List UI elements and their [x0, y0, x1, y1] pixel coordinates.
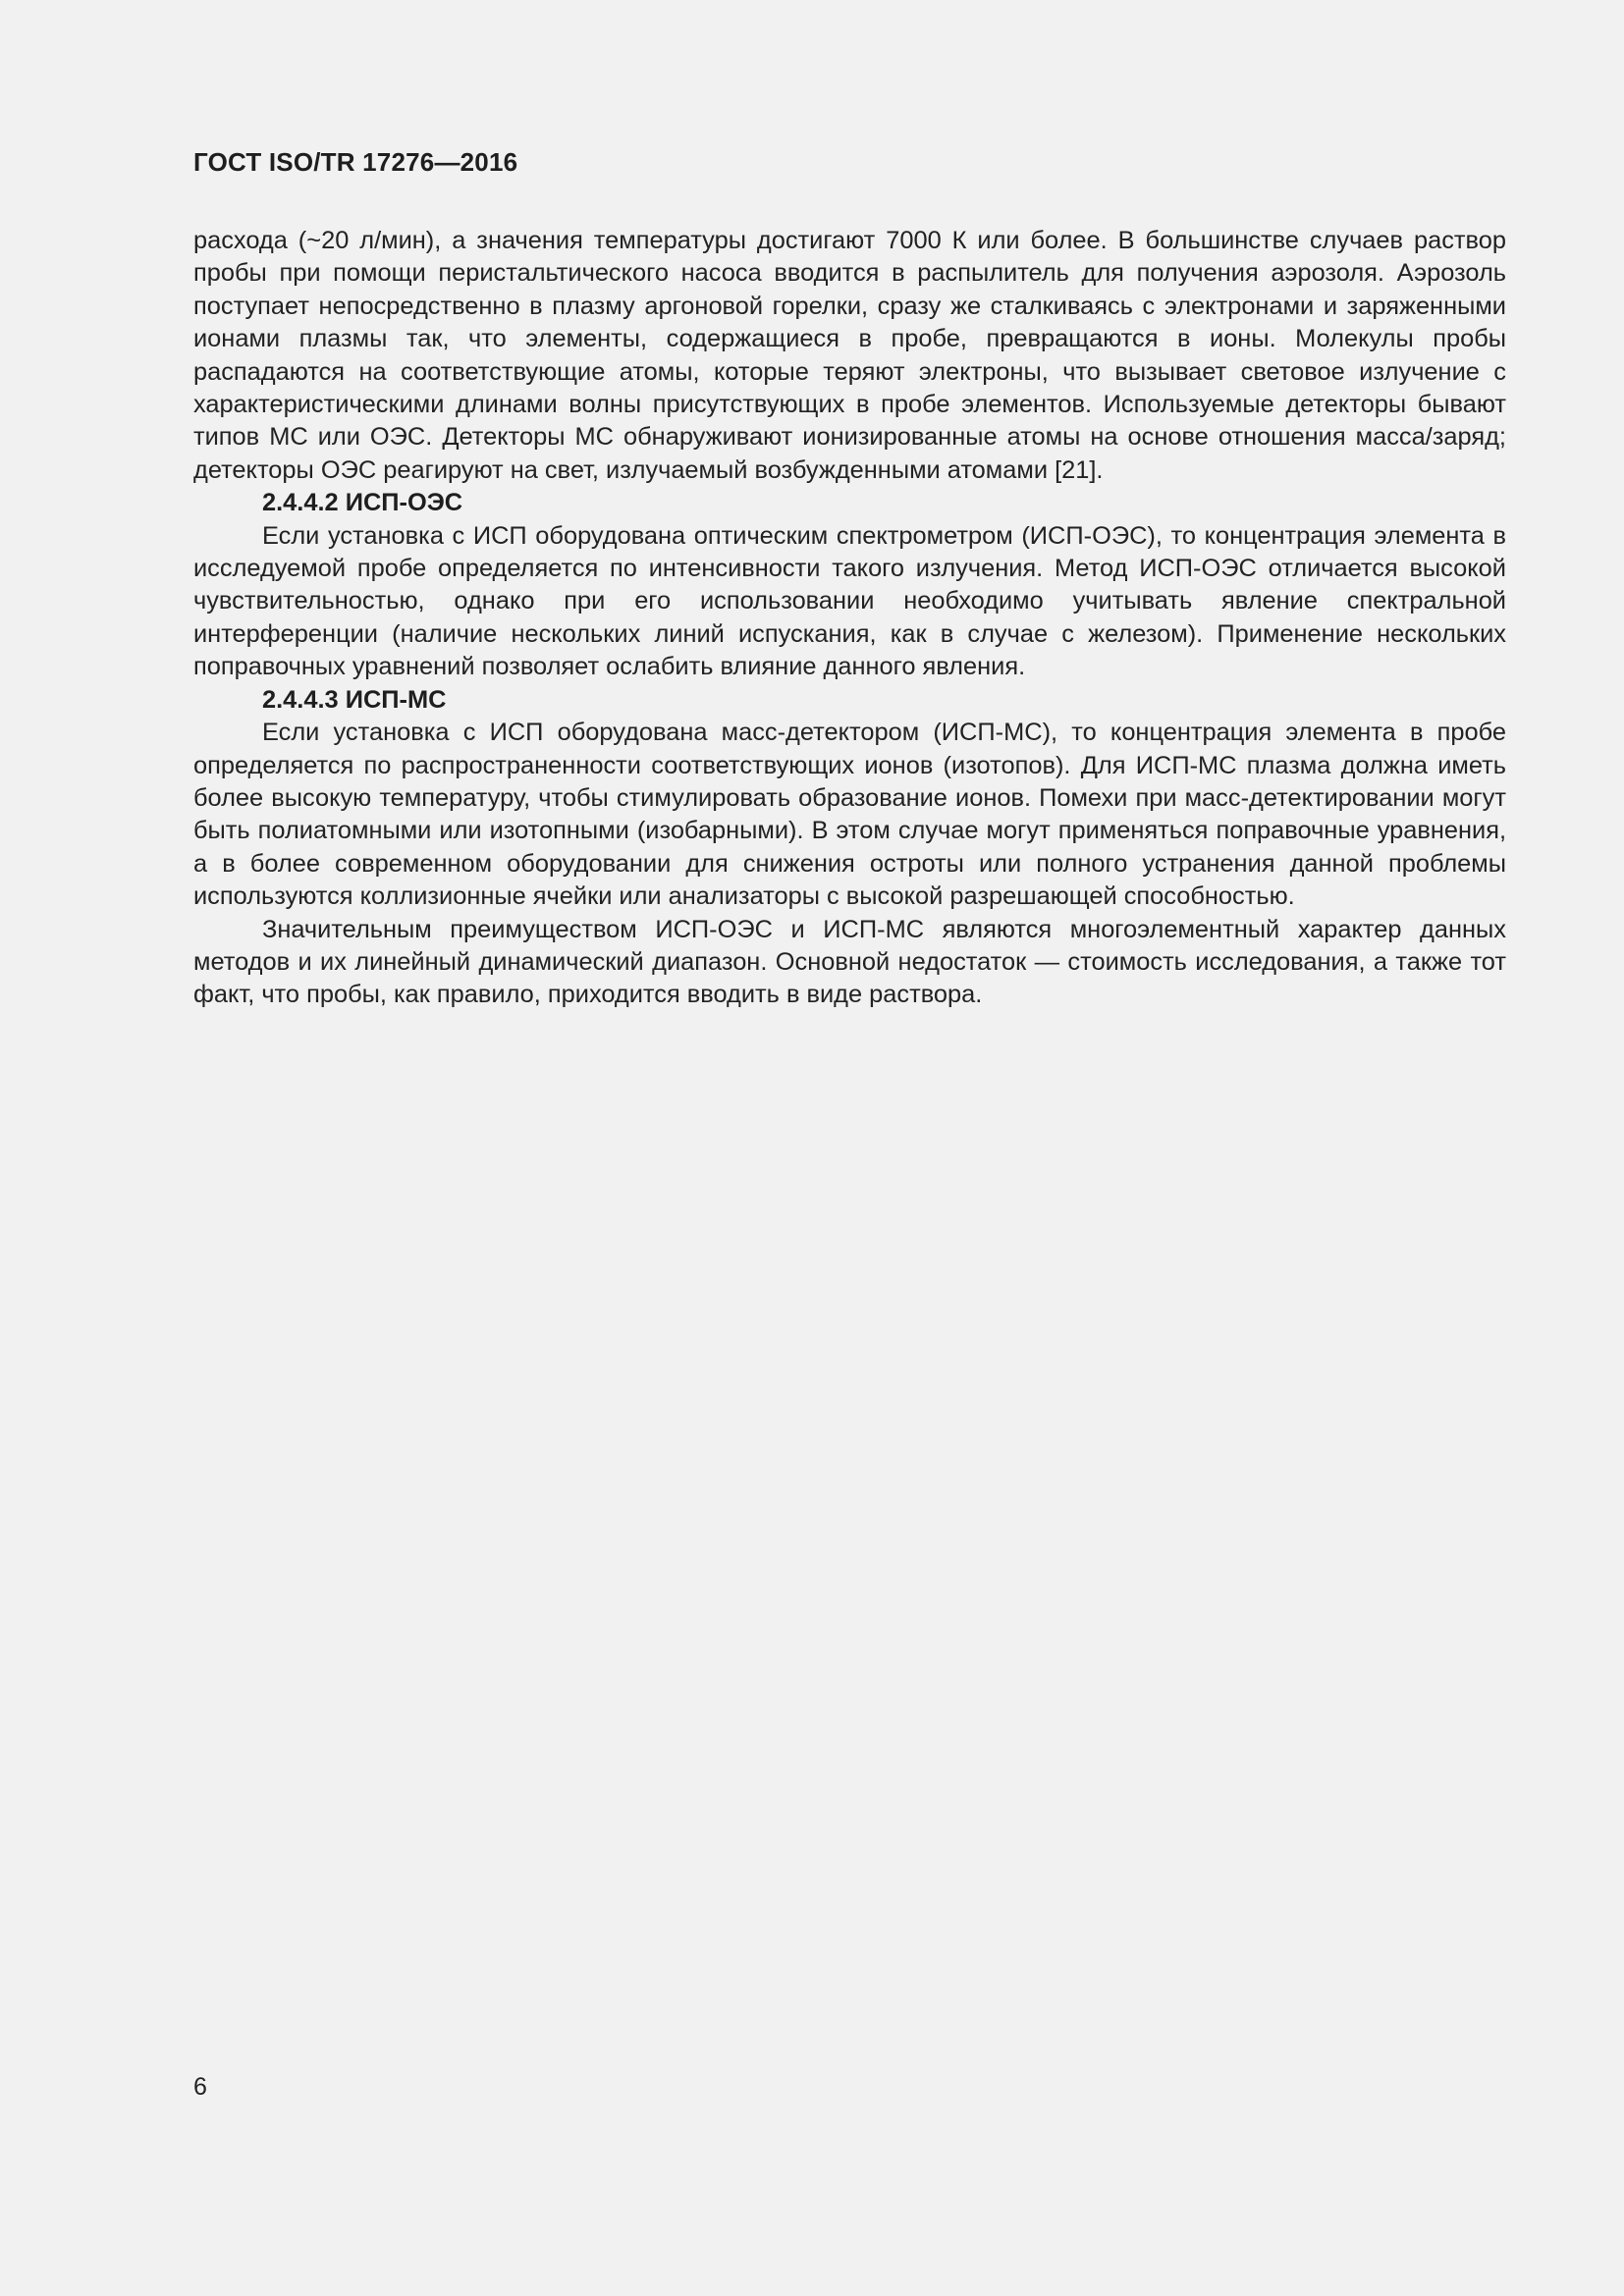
section-heading-2442: 2.4.4.2 ИСП-ОЭС	[262, 489, 463, 517]
paragraph-continuation: расхода (~20 л/мин), а значения температуры достигают 7000 К или более. В большинстве случаев раствор пробы при помощи перистальтического насоса вводится в распылитель для получения аэрозоля. Аэрозоль поступает непосредственно в плазму аргоновой горелки, сразу же сталкиваясь с электронами и заряженными ионами плазмы так, что элементы, содержащиеся в пробе, превращаются в ионы. Молекулы пробы распадаются на соответствующие атомы, которые теряют электроны, что вызывает световое излучение с характеристическими длинами волны присутствующих в пробе элементов. Используемые детекторы бывают типов МС или ОЭС. Детекторы МС обнаруживают ионизированные атомы на основе отношения масса/заряд; детекторы ОЭС реагируют на свет, излучаемый возбужденными атомами [21].	[193, 227, 1506, 484]
document-header: ГОСТ ISO/TR 17276—2016	[193, 147, 518, 177]
section-heading-2443: 2.4.4.3 ИСП-МС	[262, 685, 447, 714]
section-text-2443: Если установка с ИСП оборудована масс-детектором (ИСП-МС), то концентрация элемента в пробе определяется по распространенности соответствующих ионов (изотопов). Для ИСП-МС плазма должна иметь более высокую температуру, чтобы стимулировать образование ионов. Помехи при масс-детектировании могут быть полиатомными или изотопными (изобарными). В этом случае могут применяться поправочные уравнения, а в более современном оборудовании для снижения остроты или полного устранения данной проблемы используются коллизионные ячейки или анализаторы с высокой разрешающей способностью.	[193, 719, 1506, 911]
page-number: 6	[193, 2073, 207, 2101]
document-body	[193, 225, 1506, 1012]
section-text-2442: Если установка с ИСП оборудована оптическим спектрометром (ИСП-ОЭС), то концентрация элемента в исследуемой пробе определяется по интенсивности такого излучения. Метод ИСП-ОЭС отличается высокой чувствительностью, однако при его использовании необходимо учитывать явление спектральной интерференции (наличие нескольких линий испускания, как в случае с железом). Применение нескольких поправочных уравнений позволяет ослабить влияние данного явления.	[193, 521, 1506, 681]
summary-paragraph: Значительным преимуществом ИСП-ОЭС и ИСП-МС являются многоэлементный характер данных методов и их линейный динамический диапазон. Основной недостаток — стоимость исследования, а также тот факт, что пробы, как правило, приходится вводить в виде раствора.	[193, 915, 1506, 1009]
